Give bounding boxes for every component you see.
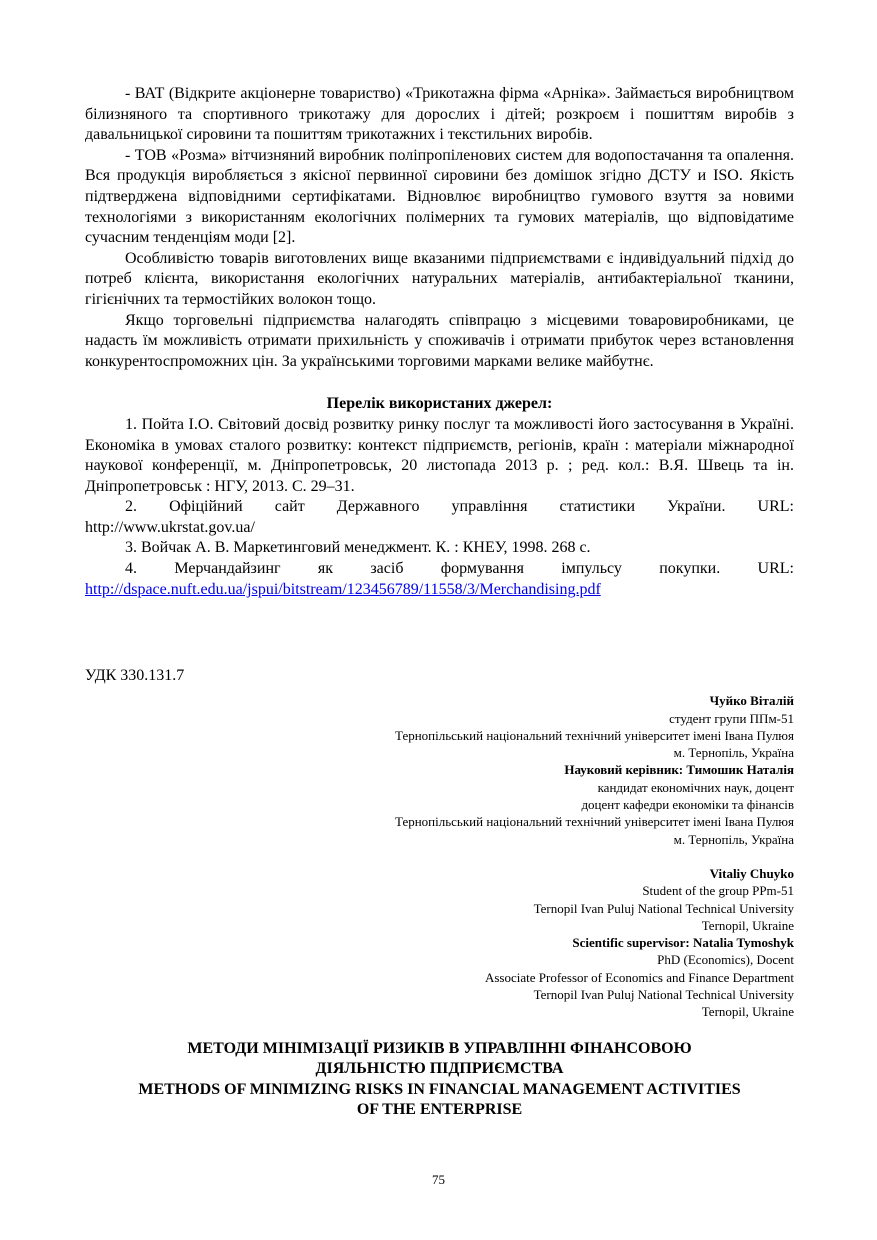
authors-en-block xyxy=(85,865,794,1021)
author-city-ua: м. Тернопіль, Україна xyxy=(673,745,794,761)
paragraph-rozma: - ТОВ «Розма» вітчизняний виробник поліпропіленових систем для водопостачання та опалення. Вся продукція виробляється з якісної первинної сировини без домішок згідно ДСТУ и ISO. Якість підтверджена відповідними сертифікатами. Відновлює виробництво гумового взуття за новими технологіями з використанням екологічних полімерних та гумових матеріалів, що відповідатиме сучасним тенденціям моди [2]. xyxy=(85,146,794,247)
references-heading: Перелік використаних джерел: xyxy=(326,395,553,413)
supervisor-city-ua: м. Тернопіль, Україна xyxy=(673,831,794,847)
article-title xyxy=(85,1039,794,1121)
title-en-line1: METHODS OF MINIMIZING RISKS IN FINANCIAL MANAGEMENT ACTIVITIES xyxy=(138,1080,741,1098)
supervisor-degree-en: PhD (Economics), Docent xyxy=(657,952,794,968)
author-city-en: Ternopil, Ukraine xyxy=(701,917,794,933)
reference-2-title: 2. Офіційний сайт Державного управління статистики України. URL: xyxy=(125,498,794,516)
reference-3: 3. Войчак А. В. Маркетинговий менеджмент. К. : КНЕУ, 1998. 268 с. xyxy=(125,539,591,557)
supervisor-university-ua: Тернопільський національний технічний університет імені Івана Пулюя xyxy=(395,814,794,830)
supervisor-university-en: Ternopil Ivan Puluj National Technical University xyxy=(533,987,794,1002)
author-group-ua: студент групи ППм-51 xyxy=(669,710,794,726)
authors-ua-block xyxy=(85,692,794,848)
supervisor-en: Scientific supervisor: Natalia Tymoshyk xyxy=(572,935,794,951)
paragraph-cooperation: Якщо торговельні підприємства налагодять співпрацю з місцевими товаровиробниками, це надасть їм можливість отримати прихильність у споживачів і отримати прибуток через встановлення конкурентоспроможних цін. За українськими торговими марками велике майбутнє. xyxy=(85,311,794,370)
supervisor-degree-ua: кандидат економічних наук, доцент xyxy=(597,779,794,795)
supervisor-position-en: Associate Professor of Economics and Finance Department xyxy=(484,969,794,985)
author-name-en: Vitaliy Chuyko xyxy=(709,865,794,881)
title-ua-line1: МЕТОДИ МІНІМІЗАЦІЇ РИЗИКІВ В УПРАВЛІННІ ФІНАНСОВОЮ xyxy=(187,1039,692,1057)
udk-code: УДК 330.131.7 xyxy=(85,667,185,685)
author-group-en: Student of the group PPm-51 xyxy=(642,883,794,899)
title-ua-line2: ДІЯЛЬНІСТЮ ПІДПРИЄМСТВА xyxy=(315,1060,564,1078)
paragraph-features: Особливістю товарів виготовлених вище вказаними підприємствами є індивідуальний підхід до потреб клієнта, використання екологічних натуральних матеріалів, антибактеріальної тканини, гігієнічних та термостійких волокон тощо. xyxy=(85,249,794,308)
document-page xyxy=(85,84,794,1121)
reference-4-title: 4. Мерчандайзинг як засіб формування імпульсу покупки. URL: xyxy=(125,560,794,578)
page-number: 75 xyxy=(432,1172,445,1187)
reference-4-url-line xyxy=(85,580,794,601)
supervisor-position-ua: доцент кафедри економіки та фінансів xyxy=(581,797,794,813)
supervisor-city-en: Ternopil, Ukraine xyxy=(701,1004,794,1020)
author-university-en: Ternopil Ivan Puluj National Technical University xyxy=(533,900,794,916)
author-name-ua: Чуйко Віталій xyxy=(709,693,794,709)
reference-4-link[interactable]: http://dspace.nuft.edu.ua/jspui/bitstream/123456789/11558/3/Merchandising.pdf xyxy=(85,580,601,598)
author-university-ua: Тернопільський національний технічний університет імені Івана Пулюя xyxy=(395,727,794,743)
supervisor-ua: Науковий керівник: Тимошик Наталія xyxy=(564,762,794,778)
paragraph-arnika: - ВАТ (Відкрите акціонерне товариство) «Трикотажна фірма «Арніка». Займається виробництвом білизняного та спортивного трикотажу для дорослих і дітей; розкроєм і пошиттям виробів з давальницької сировини та пошиттям трикотажних і текстильних виробів. xyxy=(85,85,794,144)
reference-2-url: http://www.ukrstat.gov.ua/ xyxy=(85,518,255,536)
title-en-line2: OF THE ENTERPRISE xyxy=(356,1101,523,1119)
reference-1: 1. Пойта І.О. Світовий досвід розвитку ринку послуг та можливості його застосування в Україні. Економіка в умовах сталого розвитку: контекст підприємств, регіонів, країн : матеріали міжнародної наукової конференції, м. Дніпропетровськ, 20 листопада 2013 р. ; ред. кол.: В.Я. Швець та ін. Дніпропетровськ : НГУ, 2013. С. 29–31. xyxy=(85,415,794,495)
